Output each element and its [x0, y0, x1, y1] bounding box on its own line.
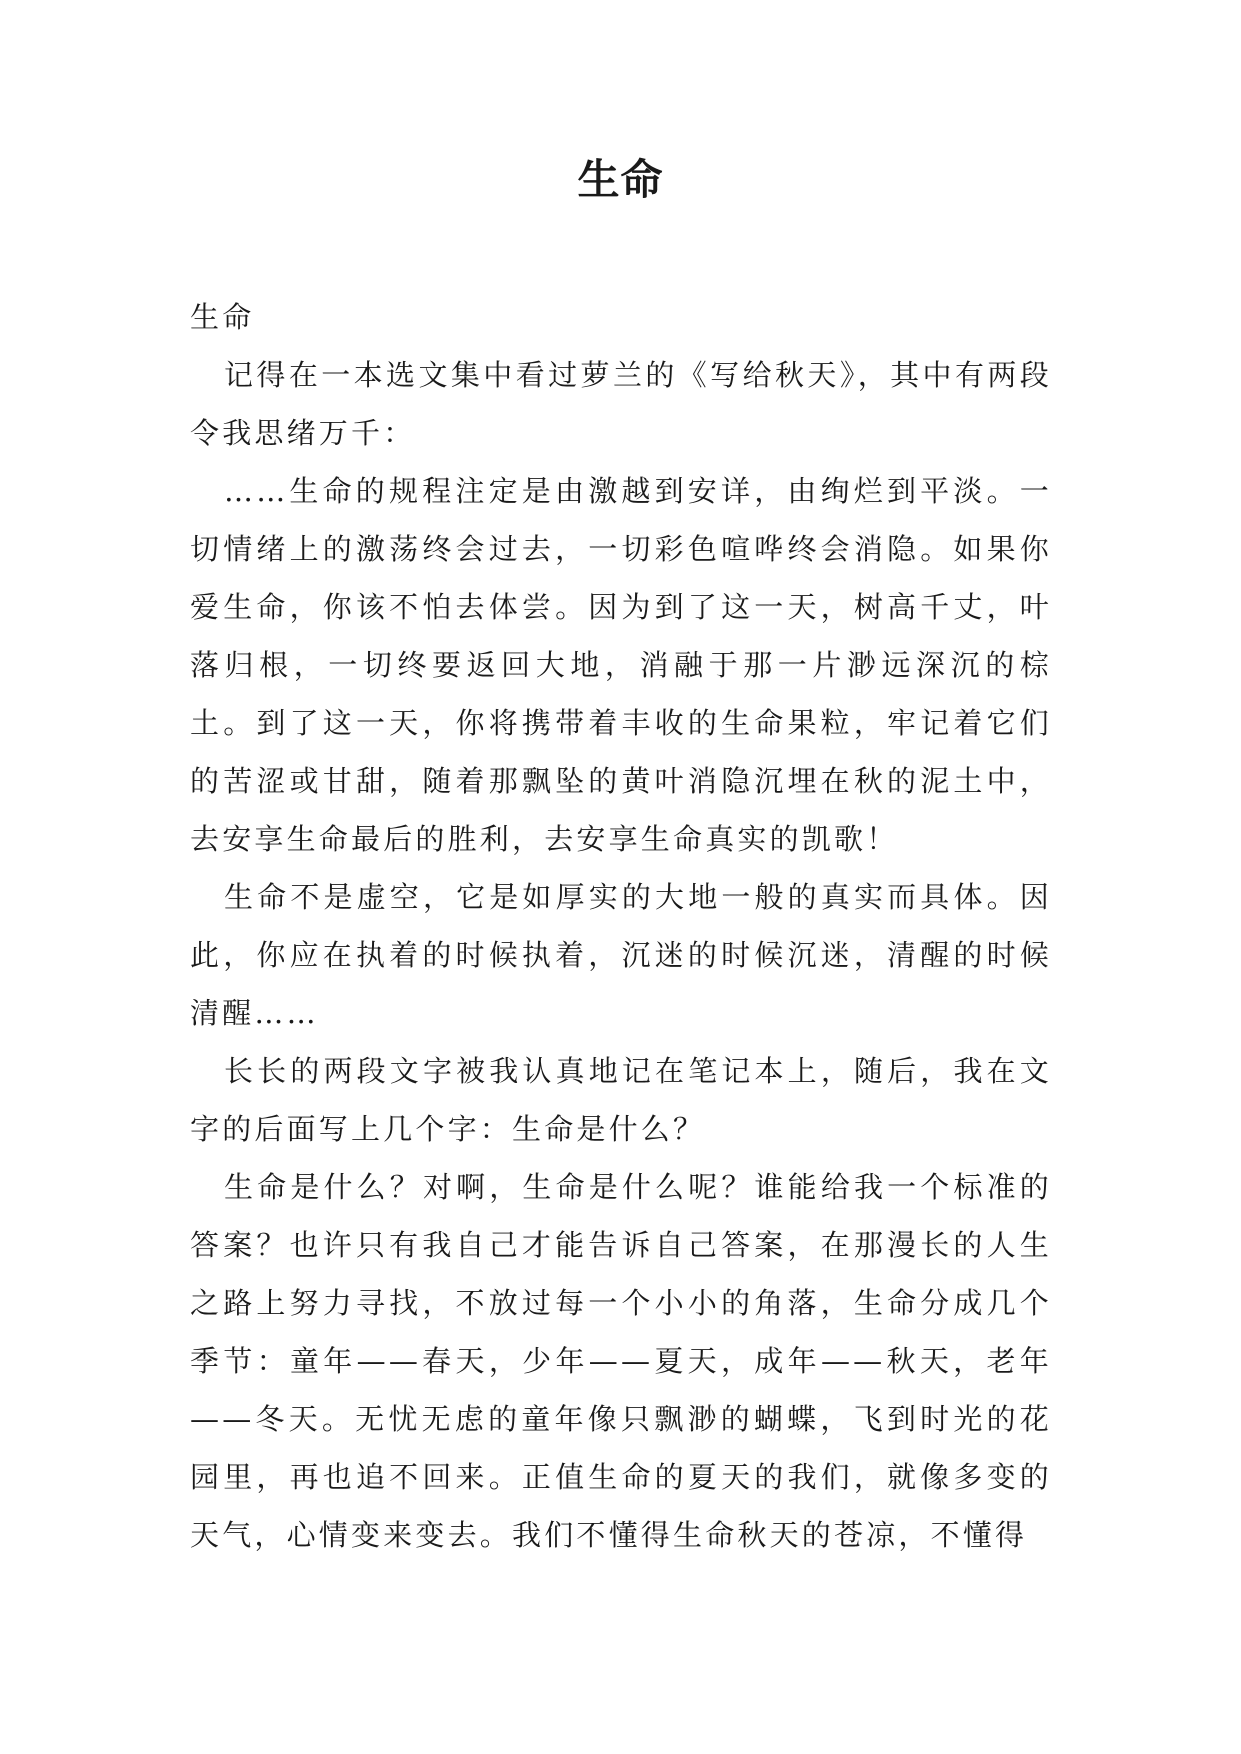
paragraph: 长长的两段文字被我认真地记在笔记本上，随后，我在文字的后面写上几个字：生命是什么？ [190, 1054, 1052, 1146]
document-title: 生命 [577, 155, 664, 204]
paragraph-heading: 生命 [190, 300, 255, 334]
paragraph: ……生命的规程注定是由激越到安详，由绚烂到平淡。一切情绪上的激荡终会过去，一切彩色喧哗终会消隐。如果你爱生命，你该不怕去体尝。因为到了这一天，树高千丈，叶落归根，一切终要返回大地，消融于那一片渺远深沉的棕土。到了这一天，你将携带着丰收的生命果粒，牢记着它们的苦涩或甘甜，随着那飘坠的黄叶消隐沉埋在秋的泥土中，去安享生命最后的胜利，去安享生命真实的凯歌！ [190, 474, 1052, 856]
paragraph: 生命是什么？对啊，生命是什么呢？谁能给我一个标准的答案？也许只有我自己才能告诉自己答案，在那漫长的人生之路上努力寻找，不放过每一个小小的角落，生命分成几个季节：童年——春天，少年——夏天，成年——秋天，老年——冬天。无忧无虑的童年像只飘渺的蝴蝶，飞到时光的花园里，再也追不回来。正值生命的夏天的我们，就像多变的天气，心情变来变去。我们不懂得生命秋天的苍凉，不懂得 [190, 1170, 1052, 1552]
paragraph: 记得在一本选文集中看过萝兰的《写给秋天》，其中有两段令我思绪万千： [190, 358, 1052, 450]
document-body [190, 288, 1052, 1564]
paragraph: 生命不是虚空，它是如厚实的大地一般的真实而具体。因此，你应在执着的时候执着，沉迷的时候沉迷，清醒的时候清醒…… [190, 880, 1052, 1030]
